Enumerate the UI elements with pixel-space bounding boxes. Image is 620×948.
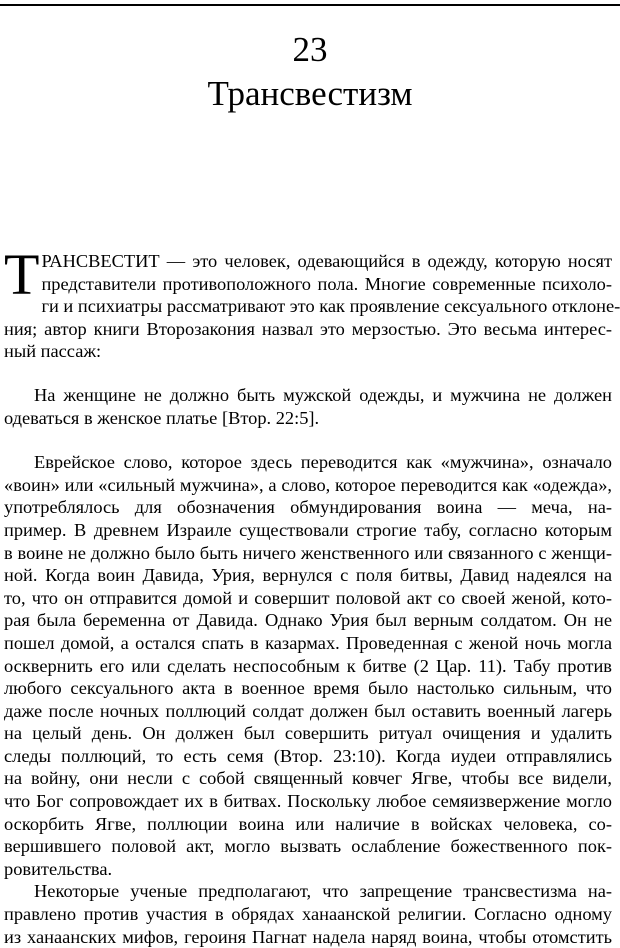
top-rule bbox=[0, 4, 620, 6]
text-line: ный пассаж: bbox=[4, 341, 102, 362]
page-body bbox=[4, 242, 620, 948]
text-line: представители противоположного пола. Многие современные психоло- bbox=[41, 273, 612, 294]
text-line: правлено против участия в обрядах ханаанской религии. Согласно одному bbox=[4, 904, 612, 925]
text-line: следы поллюций, то есть семя (Втор. 23:10). Когда иудеи отправлялись bbox=[4, 745, 612, 766]
text-line: даже после ночных поллюций солдат должен был оставить военный лагерь bbox=[4, 700, 612, 721]
body-paragraph bbox=[4, 880, 612, 948]
text-line: Некоторые ученые предполагают, что запрещение трансвестизма на- bbox=[34, 881, 612, 902]
drop-cap: Т bbox=[4, 242, 40, 307]
text-line: что Бог сопровождает их в битвах. Поскольку любое семяизвержение могло bbox=[4, 791, 612, 812]
text-line: ги и психиатры рассматривают это как проявление сексуального отклоне- bbox=[41, 296, 620, 317]
text-line: рая была беременна от Давида. Однако Урия был верным солдатом. Он не bbox=[4, 610, 612, 631]
text-line: оскорбить Ягве, поллюции воина или наличие в войсках человека, со- bbox=[4, 813, 612, 834]
text-line: «воин» или «сильный мужчина», а слово, которое переводится как «одежда», bbox=[4, 474, 612, 495]
intro-paragraph bbox=[4, 242, 620, 363]
paragraph-gap bbox=[4, 429, 612, 451]
text-line: любого сексуального акта в военное время было настолько сильным, что bbox=[4, 678, 612, 699]
chapter-title: Трансвестизм bbox=[207, 74, 413, 113]
text-line: пример. В древнем Израиле существовали строгие табу, согласно которым bbox=[4, 519, 612, 540]
quote-line: На женщине не должно быть мужской одежды, и мужчина не должен bbox=[34, 384, 612, 405]
text-line: на войну, они несли с собой священный ковчег Ягве, чтобы все видели, bbox=[4, 768, 612, 789]
text-line: пошел домой, а остался спать в казармах. Проведенная с женой ночь могла bbox=[4, 632, 612, 653]
quote-line: одеваться в женское платье [Втор. 22:5]. bbox=[4, 407, 320, 428]
text-line: то, что он отправится домой и совершит половой акт со своей женой, кото- bbox=[4, 587, 612, 608]
text-line: из ханаанских мифов, героиня Пагнат надела наряд воина, чтобы отомстить bbox=[4, 926, 612, 947]
quote-paragraph bbox=[4, 384, 612, 429]
text-line: РАНСВЕСТИТ — это человек, одевающийся в одежду, которую носят bbox=[41, 251, 612, 271]
text-line: в воине не должно было быть ничего женственного или связанного с женщи- bbox=[4, 542, 612, 563]
text-line: на целый день. Он должен был совершить ритуал очищения и удалить bbox=[4, 723, 612, 744]
text-line: ния; автор книги Второзакония назвал это мерзостью. Это весьма интерес- bbox=[4, 318, 612, 339]
chapter-number: 23 bbox=[292, 30, 328, 69]
text-line: осквернить его или сделать неспособным к битве (2 Цар. 11). Табу против bbox=[4, 655, 612, 676]
text-line: ной. Когда воин Давида, Урия, вернулся с поля битвы, Давид надеялся на bbox=[4, 565, 612, 586]
text-line: вершившего половой акт, могло вызвать ослабление божественного пок- bbox=[4, 836, 612, 857]
text-line: Еврейское слово, которое здесь переводится как «мужчина», означало bbox=[34, 452, 612, 473]
text-line: употреблялось для обозначения обмундирования воина — меча, на- bbox=[4, 497, 612, 518]
paragraph-gap bbox=[4, 363, 612, 384]
text-line: ровительства. bbox=[4, 858, 113, 879]
body-paragraph bbox=[4, 451, 612, 880]
